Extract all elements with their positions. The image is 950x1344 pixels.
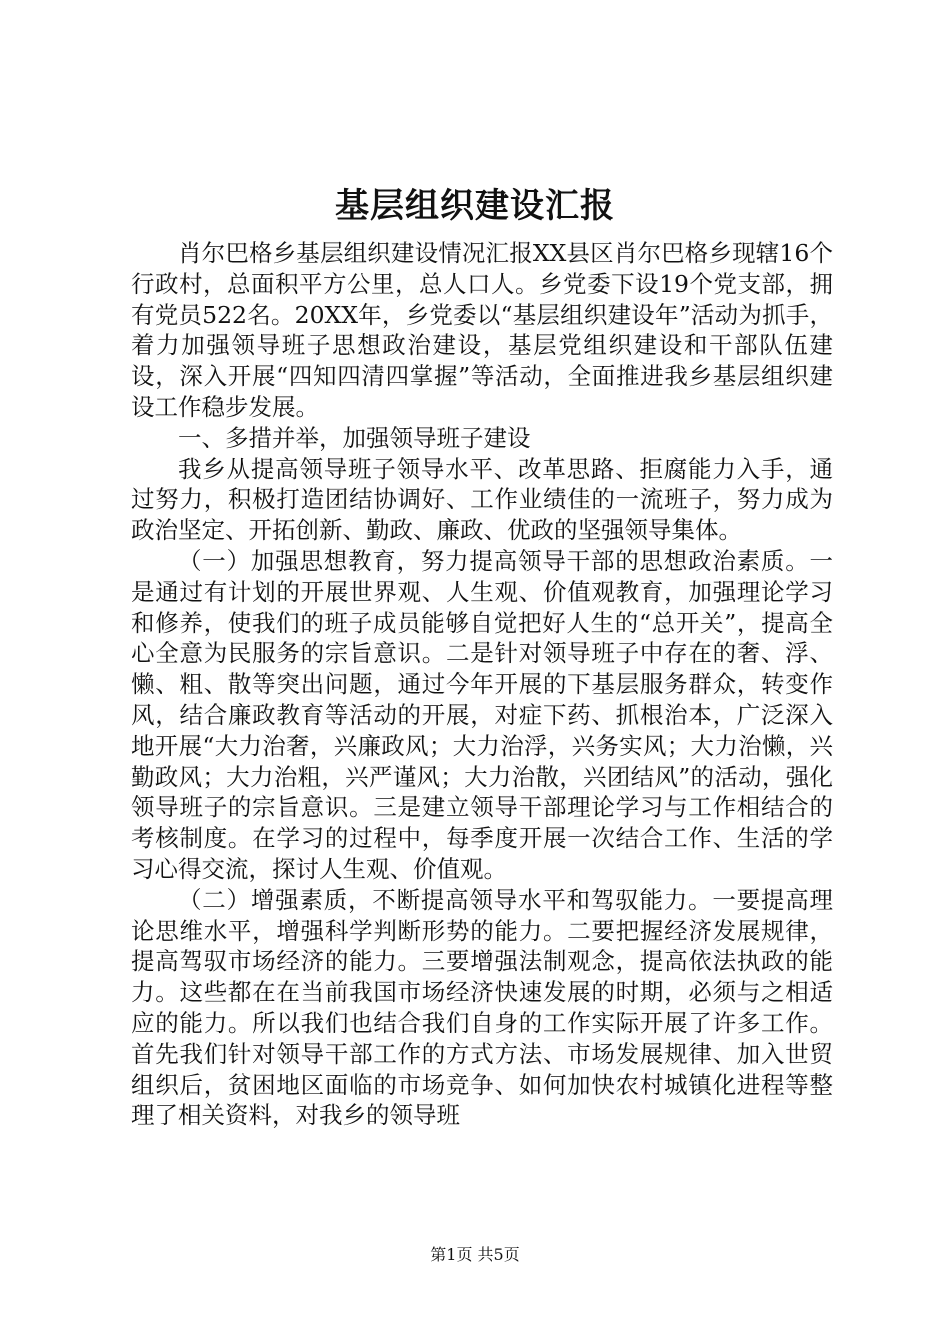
paragraph-subsection-1: （一）加强思想教育，努力提高领导干部的思想政治素质。一是通过有计划的开展世界观、人生观、价值观教育，加强理论学习和修养，使我们的班子成员能够自觉把好人生的“总开关”，提高全心全意为民服务的宗旨意识。二是针对领导班子中存在的奢、浮、懒、粗、散等突出问题，通过今年开展的下基层服务群众，转变作风，结合廉政教育等活动的开展，对症下药、抓根治本，广泛深入地开展“大力治奢，兴廉政风；大力治浮，兴务实风；大力治懒，兴勤政风；大力治粗，兴严谨风；大力治散，兴团结风”的活动，强化领导班子的宗旨意识。三是建立领导干部理论学习与工作相结合的考核制度。在学习的过程中，每季度开展一次结合工作、生活的学习心得交流，探讨人生观、价值观。	[131, 546, 833, 883]
section-heading: 一、多措并举，加强领导班子建设	[178, 423, 531, 452]
document-body	[131, 238, 833, 1131]
page-footer: 第1页 共5页	[430, 1245, 520, 1264]
document-title: 基层组织建设汇报	[335, 186, 615, 226]
paragraph-section-intro: 我乡从提高领导班子领导水平、改革思路、拒腐能力入手，通过努力，积极打造团结协调好、工作业绩佳的一流班子，努力成为政治坚定、开拓创新、勤政、廉政、优政的坚强领导集体。	[131, 454, 833, 545]
paragraph-intro: 肖尔巴格乡基层组织建设情况汇报XX县区肖尔巴格乡现辖16个行政村，总面积平方公里，总人口人。乡党委下设19个党支部，拥有党员522名。20XX年，乡党委以“基层组织建设年”活动为抓手，着力加强领导班子思想政治建设，基层党组织建设和干部队伍建设，深入开展“四知四清四掌握”等活动，全面推进我乡基层组织建设工作稳步发展。	[131, 239, 833, 421]
paragraph-subsection-2: （二）增强素质，不断提高领导水平和驾驭能力。一要提高理论思维水平，增强科学判断形势的能力。二要把握经济发展规律，提高驾驭市场经济的能力。三要增强法制观念，提高依法执政的能力。这些都在在当前我国市场经济快速发展的时期，必须与之相适应的能力。所以我们也结合我们自身的工作实际开展了许多工作。首先我们针对领导干部工作的方式方法、市场发展规律、加入世贸组织后，贫困地区面临的市场竞争、如何加快农村城镇化进程等整理了相关资料，对我乡的领导班	[131, 885, 833, 1130]
